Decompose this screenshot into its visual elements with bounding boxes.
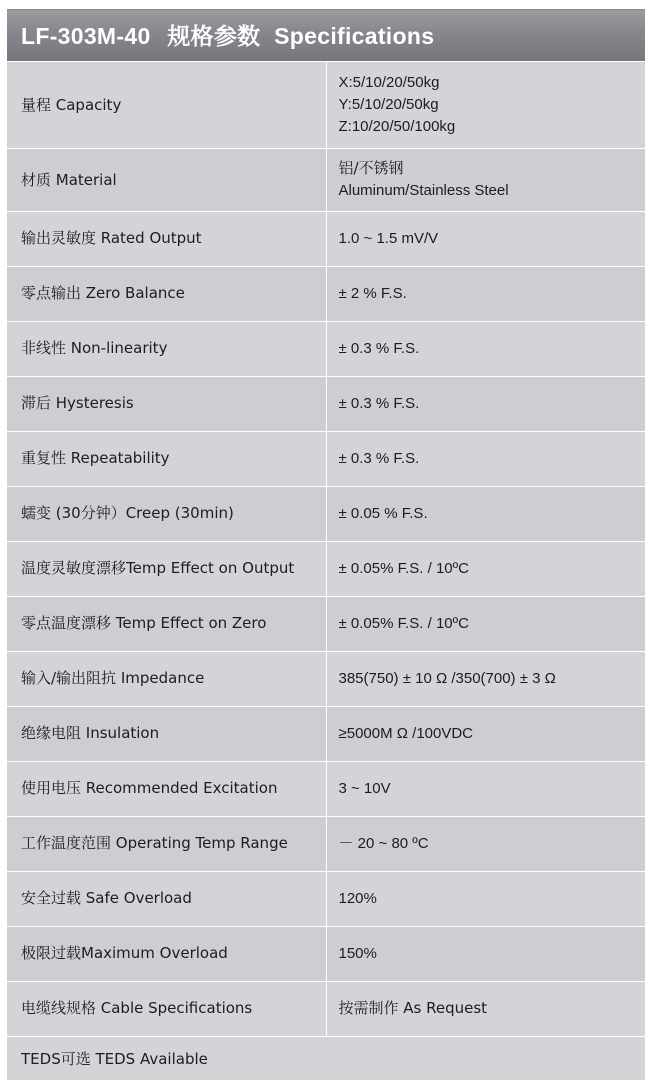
spec-value-line: X:5/10/20/50kg xyxy=(338,74,440,92)
table-row xyxy=(7,926,646,981)
spec-label: 使用电压 Recommended Excitation xyxy=(7,761,327,816)
table-row xyxy=(7,651,646,706)
spec-value: ± 2 % F.S. xyxy=(326,266,646,321)
spec-value: 1.0 ~ 1.5 mV/V xyxy=(326,211,646,266)
spec-value-line: Aluminum/Stainless Steel xyxy=(338,181,509,199)
spec-value: 3 ~ 10V xyxy=(326,761,646,816)
spec-label: 工作温度范围 Operating Temp Range xyxy=(7,816,327,871)
spec-label: 温度灵敏度漂移Temp Effect on Output xyxy=(7,541,327,596)
spec-value-line: Z:10/20/50/100kg xyxy=(338,117,456,135)
table-row xyxy=(7,321,646,376)
spec-value: 385(750) ± 10 Ω /350(700) ± 3 Ω xyxy=(326,651,646,706)
spec-label: 输出灵敏度 Rated Output xyxy=(7,211,327,266)
table-row xyxy=(7,761,646,816)
title-model: LF-303M-40 xyxy=(21,23,151,49)
table-row-footer xyxy=(7,1036,646,1080)
table-row xyxy=(7,541,646,596)
spec-label: 量程 Capacity xyxy=(7,62,327,149)
spec-value: ± 0.3 % F.S. xyxy=(326,431,646,486)
spec-value-line: Y:5/10/20/50kg xyxy=(338,96,439,114)
spec-value xyxy=(326,149,646,212)
spec-label: 零点输出 Zero Balance xyxy=(7,266,327,321)
spec-label: 蠕变 (30分钟）Creep (30min) xyxy=(7,486,327,541)
table-row xyxy=(7,981,646,1036)
spec-label: 滞后 Hysteresis xyxy=(7,376,327,431)
spec-label: 绝缘电阻 Insulation xyxy=(7,706,327,761)
table-row xyxy=(7,62,646,149)
spec-label: 输入/输出阻抗 Impedance xyxy=(7,651,327,706)
table-row xyxy=(7,431,646,486)
spec-label: 零点温度漂移 Temp Effect on Zero xyxy=(7,596,327,651)
table-row xyxy=(7,266,646,321)
table-row xyxy=(7,596,646,651)
table-row xyxy=(7,871,646,926)
spec-value: ± 0.3 % F.S. xyxy=(326,376,646,431)
spec-value: ± 0.3 % F.S. xyxy=(326,321,646,376)
spec-label: 重复性 Repeatability xyxy=(7,431,327,486)
table-row xyxy=(7,376,646,431)
table-row xyxy=(7,706,646,761)
spec-label: 非线性 Non-linearity xyxy=(7,321,327,376)
table-title-cell xyxy=(7,9,646,62)
spec-value: ± 0.05% F.S. / 10ºC xyxy=(326,596,646,651)
table-row xyxy=(7,211,646,266)
table-row xyxy=(7,816,646,871)
spec-value: － 20 ~ 80 ºC xyxy=(326,816,646,871)
spec-value: ± 0.05% F.S. / 10ºC xyxy=(326,541,646,596)
spec-label: 极限过载Maximum Overload xyxy=(7,926,327,981)
spec-label: 安全过载 Safe Overload xyxy=(7,871,327,926)
spec-label: 电缆线规格 Cable Specifications xyxy=(7,981,327,1036)
title-en: Specifications xyxy=(274,23,435,49)
spec-value: ± 0.05 % F.S. xyxy=(326,486,646,541)
title-cn: 规格参数 xyxy=(167,24,261,50)
spec-value: 150% xyxy=(326,926,646,981)
table-row xyxy=(7,486,646,541)
spec-value: 按需制作 As Request xyxy=(326,981,646,1036)
table-row xyxy=(7,149,646,212)
spec-label: 材质 Material xyxy=(7,149,327,212)
spec-value: ≥5000M Ω /100VDC xyxy=(326,706,646,761)
specifications-table xyxy=(6,8,646,1081)
spec-value xyxy=(326,62,646,149)
spec-value: 120% xyxy=(326,871,646,926)
table-title-row xyxy=(7,9,646,62)
teds-option-label: TEDS可选 TEDS Available xyxy=(7,1036,646,1080)
spec-value-line: 铝/不锈钢 xyxy=(338,159,404,177)
